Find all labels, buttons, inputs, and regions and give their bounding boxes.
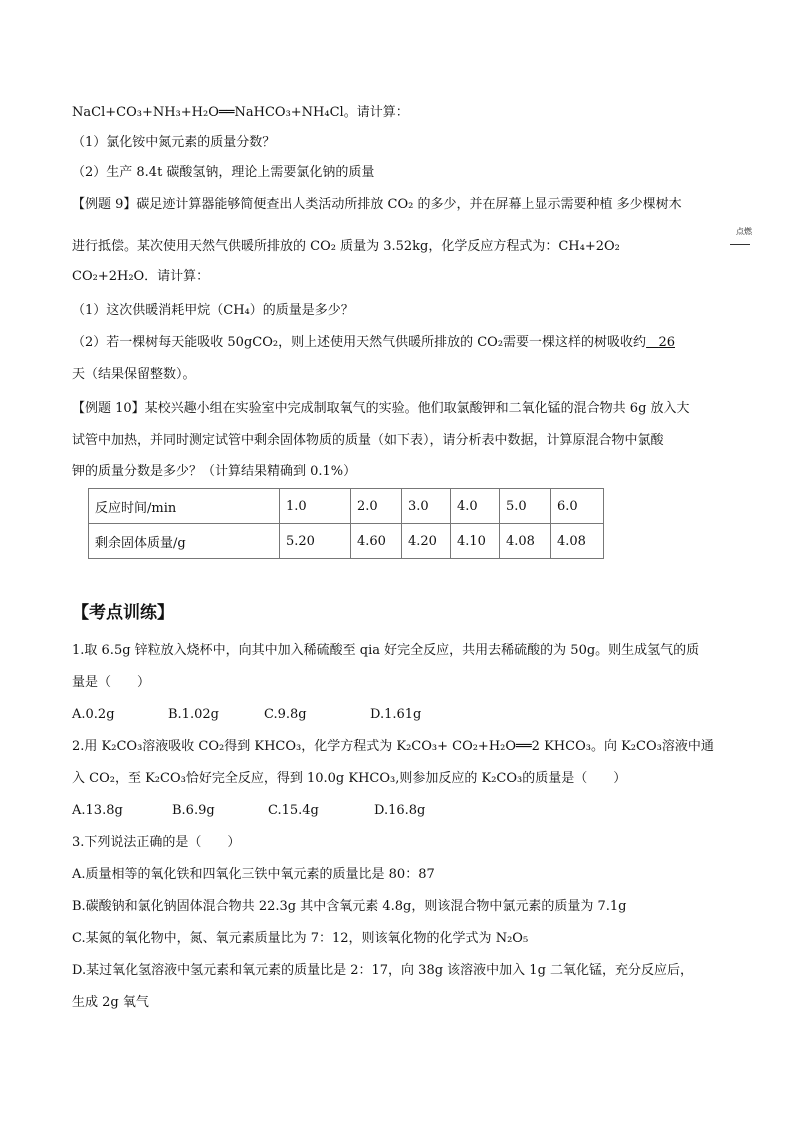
table-row — [89, 489, 604, 524]
exercise-2-line-1: 2.用 K₂CO₃溶液吸收 CO₂得到 KHCO₃，化学方程式为 K₂CO₃+ CO₂+H₂O══2 KHCO₃。向 K₂CO₃溶液中通 — [72, 739, 714, 754]
exercise-3-option-d-line-1: D.某过氧化氢溶液中氢元素和氧元素的质量比是 2：17，向 38g 该溶液中加入 1g 二氧化锰，充分反应后， — [72, 963, 694, 978]
table-cell: 1.0 — [280, 489, 351, 524]
exercise-3-option-c: C.某氮的氧化物中，氮、氧元素质量比为 7：12，则该氧化物的化学式为 N₂O₅ — [72, 931, 529, 946]
example-10-line-1: 【例题 10】某校兴趣小组在实验室中完成制取氧气的实验。他们取氯酸钾和二氧化锰的混合物共 6g 放入大 — [72, 401, 690, 416]
table-cell: 6.0 — [551, 489, 604, 524]
option-c: C.15.4g — [268, 803, 319, 818]
exercise-3-option-b: B.碳酸钠和氯化钠固体混合物共 22.3g 其中含氧元素 4.8g，则该混合物中氯元素的质量为 7.1g — [72, 899, 627, 914]
table-cell: 5.20 — [280, 524, 351, 559]
exercise-1-line-1: 1.取 6.5g 锌粒放入烧杯中，向其中加入稀硫酸至 qia 好完全反应，共用去稀硫酸的为 50g。则生成氢气的质 — [72, 643, 700, 658]
table-cell: 4.10 — [451, 524, 500, 559]
exercise-2-options — [72, 802, 425, 820]
table-cell: 4.60 — [351, 524, 402, 559]
example-9-line-2: 进行抵偿。某次使用天然气供暖所排放的 CO₂ 质量为 3.52kg，化学反应方程式为：CH₄+2O₂ — [72, 239, 620, 254]
exercise-3-stem: 3.下列说法正确的是（ ） — [72, 835, 241, 850]
table-cell: 3.0 — [402, 489, 451, 524]
reaction-arrow-line — [730, 244, 750, 245]
table-cell: 4.08 — [551, 524, 604, 559]
exercise-1-line-2: 量是（ ） — [72, 675, 151, 690]
answer-blank — [646, 335, 675, 350]
ignite-condition: 点燃 — [736, 227, 752, 236]
exercise-3-option-a: A.质量相等的氧化铁和四氧化三铁中氧元素的质量比是 80：87 — [72, 867, 435, 882]
example-9-q2-tail: 天（结果保留整数）。 — [72, 367, 196, 382]
option-d: D.1.61g — [370, 707, 422, 722]
exercise-3-option-d-line-2: 生成 2g 氧气 — [72, 995, 149, 1010]
table-cell: 4.20 — [402, 524, 451, 559]
answer-value: 26 — [658, 335, 675, 350]
option-a: A.13.8g — [72, 803, 123, 818]
option-a: A.0.2g — [72, 707, 115, 722]
table-row — [89, 524, 604, 559]
equation-line: NaCl+CO₃+NH₃+H₂O══NaHCO₃+NH₄Cl。请计算： — [72, 105, 409, 120]
example-9-line-1: 【例题 9】碳足迹计算器能够简便查出人类活动所排放 CO₂ 的多少，并在屏幕上显示需要种植 多少棵树木 — [72, 197, 682, 212]
example-9-line-3: CO₂+2H₂O．请计算： — [72, 269, 210, 284]
example-10-line-3: 钾的质量分数是多少？（计算结果精确到 0.1%） — [72, 464, 357, 479]
example-9-q2-text: （2）若一棵树每天能吸收 50gCO₂，则上述使用天然气供暖所排放的 CO₂需要一棵这样的树吸收约 — [72, 335, 647, 350]
example-9-q1: （1）这次供暖消耗甲烷（CH₄）的质量是多少？ — [72, 303, 354, 318]
example-10-line-2: 试管中加热，并同时测定试管中剩余固体物质的质量（如下表），请分析表中数据，计算原混合物中氯酸 — [72, 433, 664, 448]
exercise-1-options — [72, 706, 421, 724]
table-cell: 4.0 — [451, 489, 500, 524]
question-1-2: （2）生产 8.4t 碳酸氢钠，理论上需要氯化钠的质量 — [72, 165, 375, 180]
table-cell: 2.0 — [351, 489, 402, 524]
table-cell: 4.08 — [500, 524, 551, 559]
option-c: C.9.8g — [264, 707, 307, 722]
question-1-1: （1）氯化铵中氮元素的质量分数？ — [72, 135, 276, 150]
option-d: D.16.8g — [374, 803, 426, 818]
table-cell: 反应时间/min — [89, 489, 280, 524]
exercise-2-line-2: 入 CO₂，至 K₂CO₃恰好完全反应，得到 10.0g KHCO₃,则参加反应的 K₂CO₃的质量是（ ） — [72, 771, 627, 786]
table-cell: 5.0 — [500, 489, 551, 524]
example-9-q2 — [72, 334, 675, 352]
table-cell: 剩余固体质量/g — [89, 524, 280, 559]
data-table — [88, 488, 604, 559]
section-title: 【考点训练】 — [72, 603, 174, 623]
option-b: B.1.02g — [168, 707, 219, 722]
option-b: B.6.9g — [172, 803, 215, 818]
